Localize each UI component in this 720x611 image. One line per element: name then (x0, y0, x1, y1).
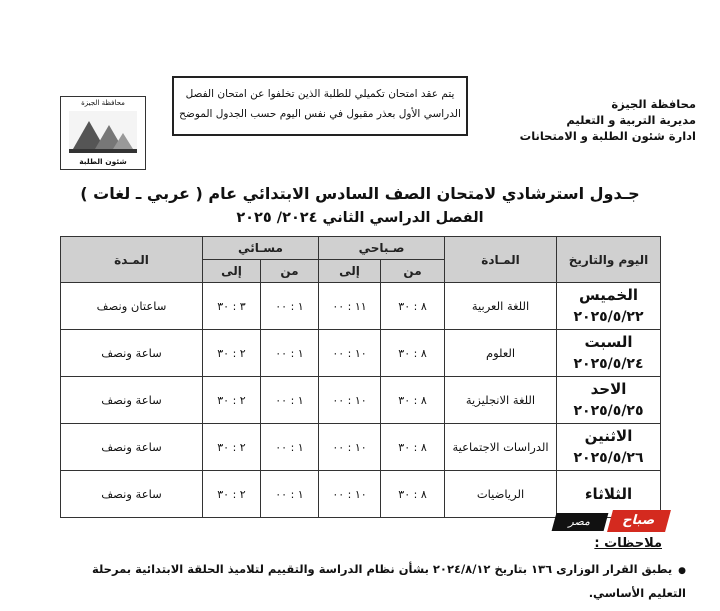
exam-date: ٢٠٢٥/٥/٢٦ (573, 450, 644, 466)
evening-to-cell: ٢ : ٣٠ (203, 377, 261, 424)
morning-to-cell: ١٠ : ٠٠ (319, 377, 381, 424)
notes-label: ملاحظات : (594, 536, 662, 551)
header-morning: صـباحي (319, 237, 445, 260)
table-row (61, 424, 661, 471)
note-item (66, 558, 686, 604)
day-date-cell (557, 283, 661, 330)
org-header (476, 96, 696, 144)
day-name: الثلاثاء (584, 485, 633, 503)
duration-cell: ساعة ونصف (61, 424, 203, 471)
day-name: السبت (584, 333, 633, 351)
duration-cell: ساعة ونصف (61, 471, 203, 518)
evening-from-cell: ١ : ٠٠ (261, 424, 319, 471)
table-row (61, 377, 661, 424)
evening-from-cell: ١ : ٠٠ (261, 471, 319, 518)
logo-top-text: محافظة الجيزة (81, 99, 125, 107)
header-evening: مسـائي (203, 237, 319, 260)
morning-from-cell: ٨ : ٣٠ (381, 283, 445, 330)
evening-to-cell: ٣ : ٣٠ (203, 283, 261, 330)
day-name: الاثنين (584, 427, 633, 445)
note-text: يطبق القرار الوزارى ١٣٦ بتاريخ ٢٠٢٤/٨/١٢ بشأن نظام الدراسة والتقييم لتلاميذ الحلقة الابتدائية بمرحلة التعليم الأساسي. (91, 562, 686, 600)
exam-date: ٢٠٢٥/٥/٢٤ (573, 356, 644, 372)
evening-to-cell: ٢ : ٣٠ (203, 330, 261, 377)
evening-from-cell: ١ : ٠٠ (261, 283, 319, 330)
morning-to-cell: ١٠ : ٠٠ (319, 424, 381, 471)
day-date-cell (557, 424, 661, 471)
morning-to-cell: ١١ : ٠٠ (319, 283, 381, 330)
header-evening-to: إلى (203, 260, 261, 283)
governorate-label: محافظة الجيزة (611, 97, 696, 111)
header-duration: المـدة (61, 237, 203, 283)
watermark-red-text: صباح (607, 510, 671, 532)
subject-cell: العلوم (445, 330, 557, 377)
pyramids-icon (69, 111, 137, 153)
subject-cell: الدراسات الاجتماعية (445, 424, 557, 471)
morning-from-cell: ٨ : ٣٠ (381, 471, 445, 518)
day-date-cell (557, 377, 661, 424)
header-morning-to: إلى (319, 260, 381, 283)
department-label: ادارة شئون الطلبة و الامتحانات (519, 129, 696, 143)
day-date-cell (557, 330, 661, 377)
watermark-black-text: مصر (552, 513, 609, 531)
morning-from-cell: ٨ : ٣٠ (381, 424, 445, 471)
exam-schedule-table (60, 236, 661, 518)
duration-cell: ساعتان ونصف (61, 283, 203, 330)
notice-line-2: الدراسي الأول بعذر مقبول في نفس اليوم حسب الجدول الموضح (179, 108, 461, 120)
table-row (61, 283, 661, 330)
morning-from-cell: ٨ : ٣٠ (381, 377, 445, 424)
morning-from-cell: ٨ : ٣٠ (381, 330, 445, 377)
header-morning-from: من (381, 260, 445, 283)
notice-box (172, 76, 468, 136)
subject-cell: اللغة الانجليزية (445, 377, 557, 424)
duration-cell: ساعة ونصف (61, 377, 203, 424)
morning-to-cell: ١٠ : ٠٠ (319, 330, 381, 377)
semester-title: الفصل الدراسي الثاني ٢٠٢٤/ ٢٠٢٥ (236, 210, 484, 226)
evening-to-cell: ٢ : ٣٠ (203, 471, 261, 518)
subject-cell: الرياضيات (445, 471, 557, 518)
directorate-label: مديرية التربية و التعليم (566, 113, 696, 127)
logo-bottom-text: شئون الطلبة (79, 157, 127, 166)
header-subject: المـادة (445, 237, 557, 283)
evening-from-cell: ١ : ٠٠ (261, 330, 319, 377)
schedule-title: جـدول استرشادي لامتحان الصف السادس الابتدائي عام ( عربي ـ لغات ) (80, 184, 640, 203)
duration-cell: ساعة ونصف (61, 330, 203, 377)
morning-to-cell: ١٠ : ٠٠ (319, 471, 381, 518)
notice-line-1: يتم عقد امتحان تكميلي للطلبة الذين تخلفوا عن امتحان الفصل (185, 88, 455, 100)
subject-cell: اللغة العربية (445, 283, 557, 330)
evening-to-cell: ٢ : ٣٠ (203, 424, 261, 471)
exam-date: ٢٠٢٥/٥/٢٥ (573, 403, 644, 419)
sabah-masr-watermark (554, 510, 668, 532)
directorate-logo (60, 96, 146, 170)
exam-date: ٢٠٢٥/٥/٢٢ (573, 309, 644, 325)
day-name: الاحد (590, 380, 627, 398)
header-day-date: اليوم والتاريخ (557, 237, 661, 283)
evening-from-cell: ١ : ٠٠ (261, 377, 319, 424)
header-evening-from: من (261, 260, 319, 283)
day-name: الخميس (579, 286, 638, 304)
table-row (61, 330, 661, 377)
bullet-icon: ● (678, 566, 686, 576)
